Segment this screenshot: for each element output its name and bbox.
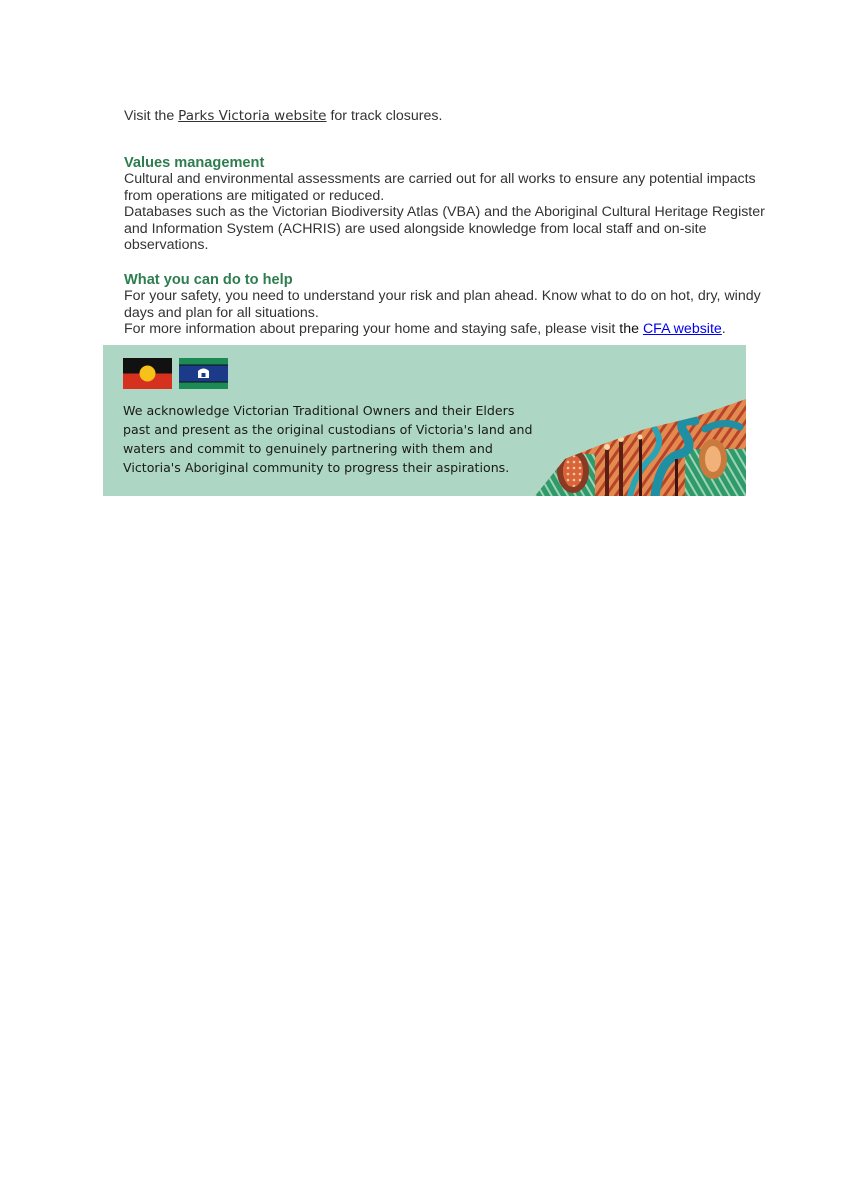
help-paragraph-1: For your safety, you need to understand your risk and plan ahead. Know what to do on hot, dry, windy days and plan for all situations. [124,288,761,321]
help-paragraph-2-the: the [619,321,639,337]
aboriginal-flag-icon [123,358,172,389]
values-management-heading: Values management [124,154,265,171]
track-closures-line [124,108,774,125]
values-paragraph-1: Cultural and environmental assessments are carried out for all works to ensure any potential impacts from operations are mitigated or reduced. [124,171,756,204]
cfa-website-link[interactable]: CFA website [642,321,722,337]
acknowledgement-banner [103,345,746,496]
what-you-can-do-heading: What you can do to help [124,271,293,288]
acknowledgement-line: Victoria's Aboriginal community to progress their aspirations. [123,460,510,475]
acknowledgement-text [123,401,583,477]
document-body [124,108,774,338]
parks-victoria-link[interactable]: Parks Victoria website [178,108,327,124]
help-paragraph-2 [124,321,774,338]
help-paragraph-2-suffix: . [721,321,726,337]
acknowledgement-line: past and present as the original custodians of Victoria's land and [123,422,533,437]
torres-strait-islander-flag-icon [179,358,228,389]
acknowledgement-line: waters and commit to genuinely partnering with them and [123,441,493,456]
values-paragraph-2: Databases such as the Victorian Biodiversity Atlas (VBA) and the Aboriginal Cultural Heritage Register and Information System (ACHRIS) are used alongside knowledge from local staff and on-site observations. [124,204,765,253]
help-paragraph-2-prefix: For more information about preparing your home and staying safe, please visit [124,321,620,337]
intro-prefix: Visit the [124,108,179,124]
aboriginal-artwork-icon [535,399,746,496]
intro-suffix: for track closures. [326,108,443,124]
acknowledgement-line: We acknowledge Victorian Traditional Owners and their Elders [123,403,515,418]
